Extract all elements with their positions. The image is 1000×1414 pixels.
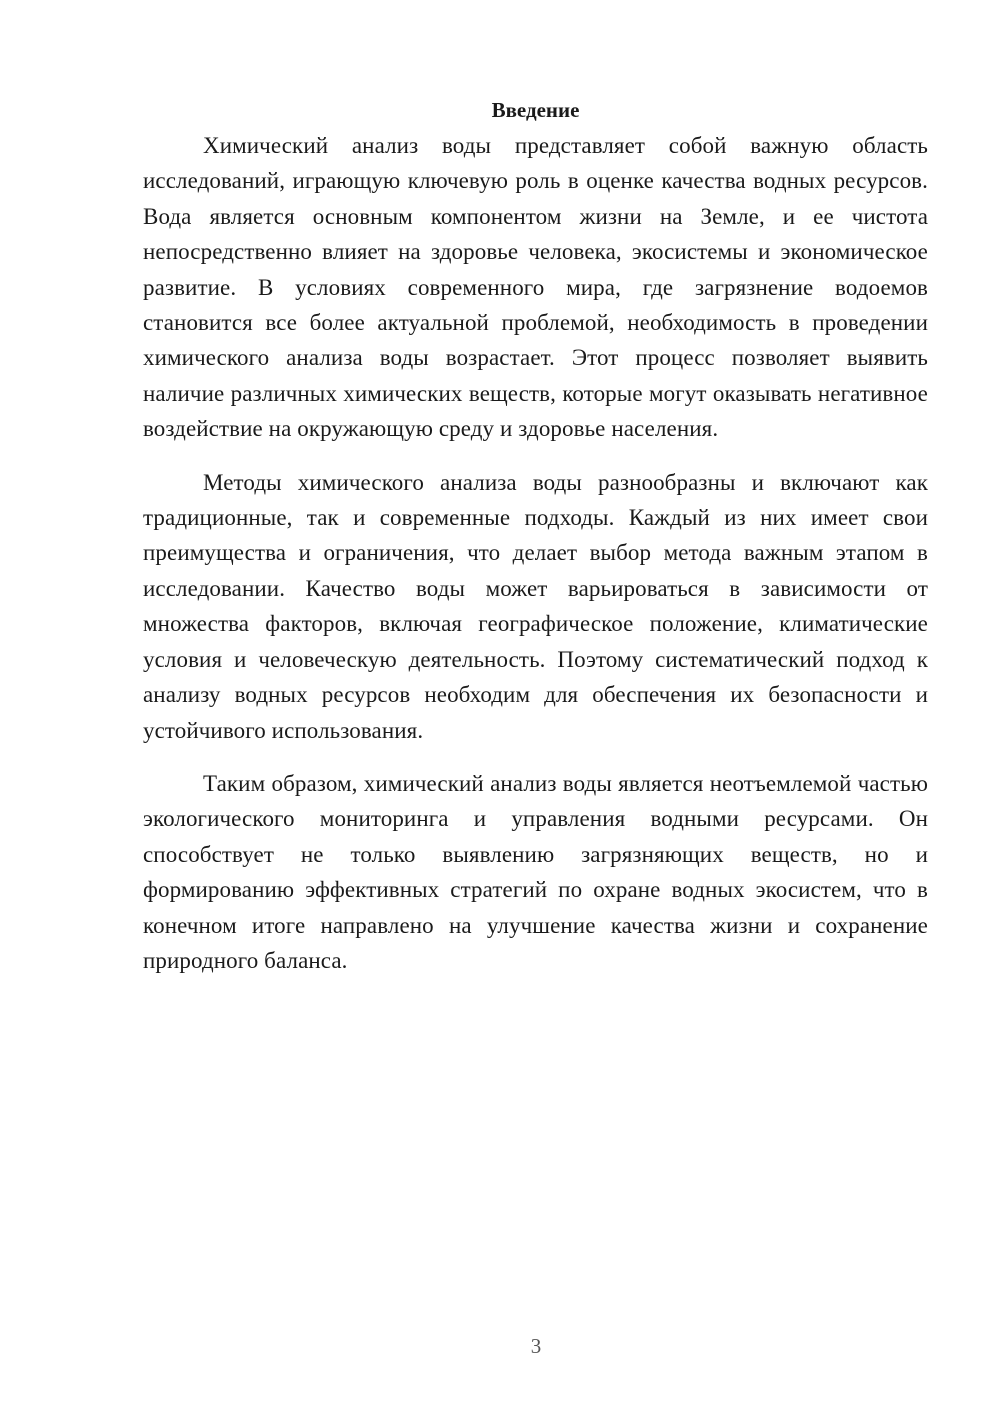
page-number: 3 <box>530 1334 542 1358</box>
document-page <box>143 92 928 978</box>
paragraph-1: Химический анализ воды представляет собой важную область исследований, играющую ключевую роль в оценке качества водных ресурсов. Вода является основным компонентом жизни на Земле, и ее чистота непосредственно влияет на здоровье человека, экосистемы и экономическое развитие. В условиях современного мира, где загрязнение водоемов становится все более актуальной проблемой, необходимость в проведении химического анализа воды возрастает. Этот процесс позволяет выявить наличие различных химических веществ, которые могут оказывать негативное воздействие на окружающую среду и здоровье населения. <box>143 133 928 442</box>
paragraph-2: Методы химического анализа воды разнообразны и включают как традиционные, так и современные подходы. Каждый из них имеет свои преимущества и ограничения, что делает выбор метода важным этапом в исследовании. Качество воды может варьироваться в зависимости от множества факторов, включая географическое положение, климатические условия и человеческую деятельность. Поэтому систематический подход к анализу водных ресурсов необходим для обеспечения их безопасности и устойчивого использования. <box>143 469 928 743</box>
paragraph-3: Таким образом, химический анализ воды является неотъемлемой частью экологического мониторинга и управления водными ресурсами. Он способствует не только выявлению загрязняющих веществ, но и формированию эффективных стратегий по охране водных экосистем, что в конечном итоге направлено на улучшение качества жизни и сохранение природного баланса. <box>143 770 928 973</box>
section-heading: Введение <box>491 98 580 122</box>
